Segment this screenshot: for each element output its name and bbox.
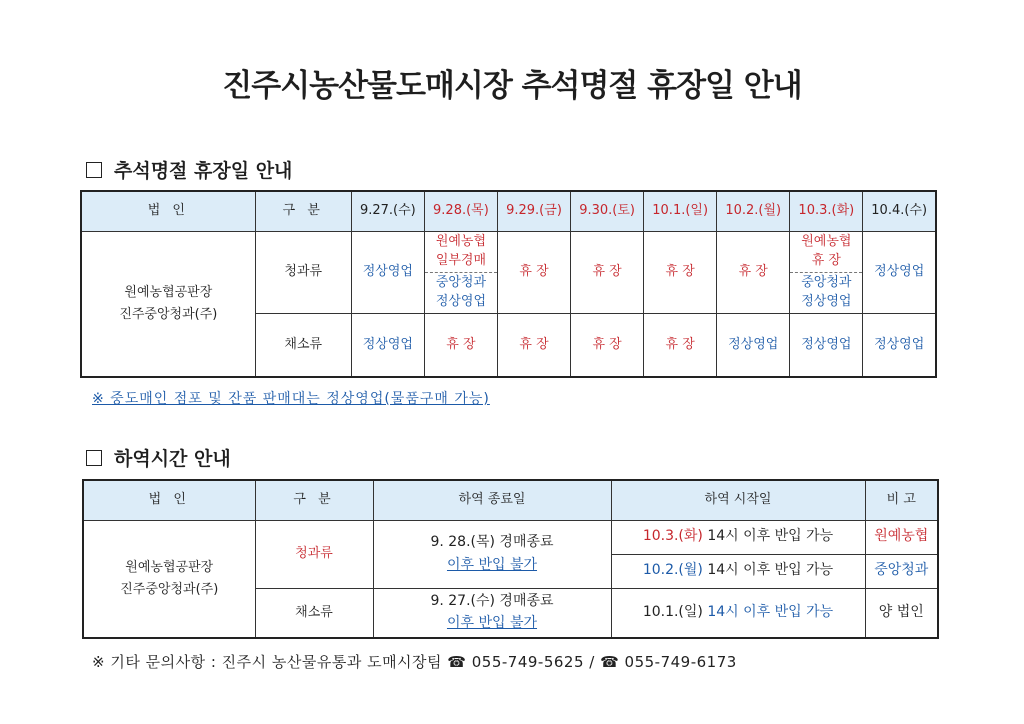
status-text: 중앙청과	[435, 275, 487, 291]
corp-name: 원예농협공판장	[125, 559, 214, 575]
header-cell: 비 고	[865, 480, 938, 520]
table-header-row	[81, 191, 936, 231]
corp-cell	[81, 231, 255, 377]
status-cell: 휴 장	[717, 231, 790, 313]
section-heading-unloading	[86, 444, 231, 471]
end-date-text: 9. 28.(목) 경매종료	[430, 533, 554, 550]
status-cell: 휴 장	[497, 231, 570, 313]
status-cell: 휴 장	[424, 313, 497, 377]
table-row	[83, 520, 938, 554]
status-text: 정상영업	[435, 293, 487, 309]
corp-name: 진주중앙청과(주)	[119, 306, 218, 322]
end-date-cell	[373, 520, 611, 588]
status-cell-split	[790, 231, 863, 313]
status-cell: 정상영업	[351, 231, 424, 313]
end-date-cell	[373, 588, 611, 638]
corp-name: 원예농협공판장	[124, 284, 213, 300]
start-date: 10.1.(일)	[642, 604, 703, 620]
page-title: 진주시농산물도매시장 추석명절 휴장일 안내	[222, 68, 802, 104]
holiday-table	[80, 190, 937, 378]
start-date: 10.3.(화)	[642, 528, 703, 545]
split-top	[790, 232, 862, 272]
end-date-text: 9. 27.(수) 경매종료	[430, 592, 554, 609]
start-note: 14시 이후 반입 가능	[702, 562, 834, 579]
header-cell: 법 인	[81, 191, 255, 231]
footnote-wholesaler: ※ 중도매인 점포 및 잔품 판매대는 정상영업(물품구매 가능)	[92, 391, 490, 407]
start-date-cell	[611, 588, 865, 638]
split-bottom	[425, 272, 497, 313]
status-cell: 정상영업	[790, 313, 863, 377]
status-cell: 정상영업	[351, 313, 424, 377]
status-cell: 정상영업	[863, 231, 936, 313]
section-heading-holidays	[86, 156, 292, 183]
corp-cell	[83, 520, 255, 638]
start-note: 14시 이후 반입 가능	[702, 528, 834, 545]
checkbox-square-icon	[86, 450, 102, 466]
table-row	[81, 231, 936, 313]
header-cell: 9.27.(수)	[351, 191, 424, 231]
status-text: 원예농협	[801, 234, 852, 250]
remark-cell: 중앙청과	[865, 554, 938, 588]
header-cell: 하역 시작일	[611, 480, 865, 520]
split-bottom	[790, 272, 862, 313]
section-heading-label: 하역시간 안내	[114, 448, 231, 470]
footnote-contact: ※ 기타 문의사항 : 진주시 농산물유통과 도매시장팀 ☎ 055-749-5625 / ☎ 055-749-6173	[92, 653, 737, 671]
header-cell: 10.4.(수)	[863, 191, 936, 231]
no-entry-text: 이후 반입 불가	[446, 615, 538, 632]
header-cell: 구 분	[255, 480, 373, 520]
start-date-cell	[611, 554, 865, 588]
unloading-table	[82, 479, 939, 639]
remark-cell: 원예농협	[865, 520, 938, 554]
status-text: 일부경매	[435, 252, 487, 268]
checkbox-square-icon	[86, 162, 102, 178]
remark-cell: 양 법인	[865, 588, 938, 638]
table-header-row	[83, 480, 938, 520]
header-cell: 하역 종료일	[373, 480, 611, 520]
status-cell: 휴 장	[644, 313, 717, 377]
category-veg: 채소류	[255, 313, 351, 377]
status-text: 정상영업	[801, 293, 852, 309]
start-date-cell	[611, 520, 865, 554]
header-cell: 10.2.(월)	[717, 191, 790, 231]
section-heading-label: 추석명절 휴장일 안내	[114, 160, 293, 182]
header-cell: 10.1.(일)	[644, 191, 717, 231]
category-fruit: 청과류	[255, 231, 351, 313]
header-cell: 9.28.(목)	[424, 191, 497, 231]
header-cell: 9.30.(토)	[571, 191, 644, 231]
category-fruit: 청과류	[255, 520, 373, 588]
status-text: 휴 장	[811, 252, 841, 268]
status-cell: 휴 장	[571, 231, 644, 313]
start-note: 14시 이후 반입 가능	[702, 604, 834, 620]
status-cell: 휴 장	[644, 231, 717, 313]
status-cell: 정상영업	[863, 313, 936, 377]
status-cell: 정상영업	[717, 313, 790, 377]
status-cell-split	[424, 231, 497, 313]
status-text: 중앙청과	[801, 275, 852, 291]
status-text: 원예농협	[435, 234, 487, 250]
status-cell: 휴 장	[497, 313, 570, 377]
start-date: 10.2.(월)	[642, 562, 703, 579]
header-cell: 법 인	[83, 480, 255, 520]
header-cell: 구 분	[255, 191, 351, 231]
status-cell: 휴 장	[571, 313, 644, 377]
split-top	[425, 232, 497, 272]
category-veg: 채소류	[255, 588, 373, 638]
no-entry-text: 이후 반입 불가	[446, 557, 538, 573]
header-cell: 10.3.(화)	[790, 191, 863, 231]
header-cell: 9.29.(금)	[497, 191, 570, 231]
corp-name: 진주중앙청과(주)	[120, 581, 219, 597]
